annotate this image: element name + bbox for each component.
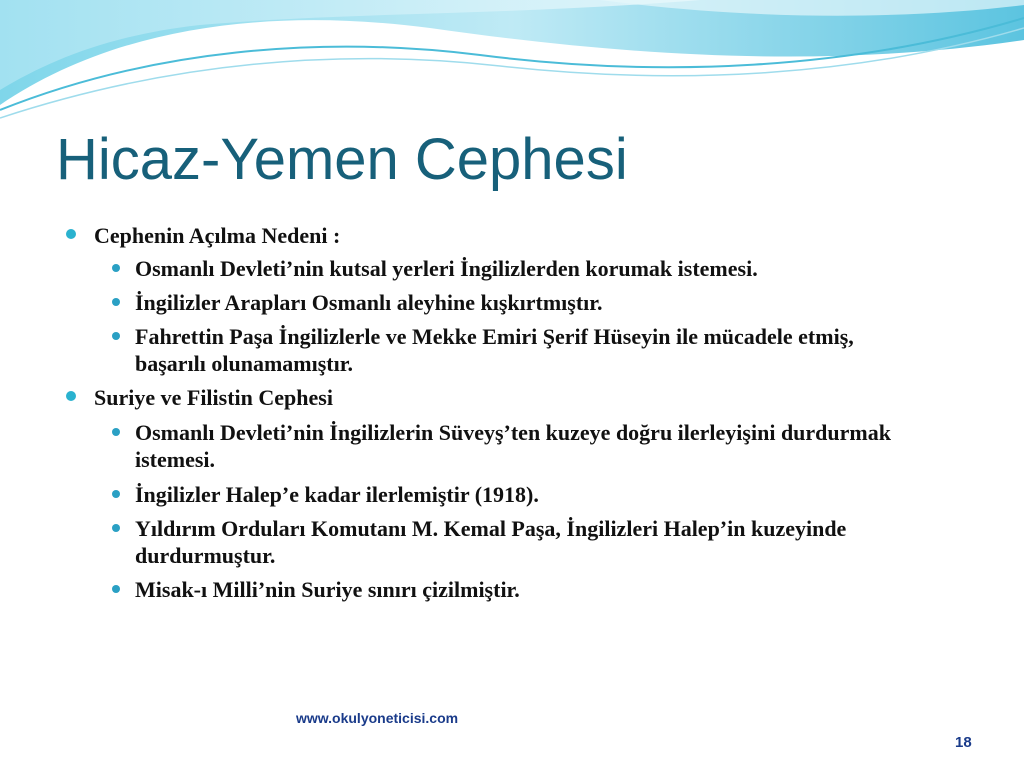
list-item: İngilizler Halep’e kadar ilerlemiştir (1918). xyxy=(135,482,539,507)
bullet-dot xyxy=(112,428,120,436)
footer-url: www.okulyoneticisi.com xyxy=(296,710,459,726)
section-heading: Suriye ve Filistin Cephesi xyxy=(94,385,333,410)
slide-title: Hicaz-Yemen Cephesi xyxy=(56,127,628,192)
list-item: Yıldırım Orduları Komutanı M. Kemal Paşa, İngilizleri Halep’in kuzeyinde durdurmuştur. xyxy=(135,516,847,568)
page-number: 18 xyxy=(955,734,972,751)
header-wave-decoration xyxy=(0,0,1024,140)
bullet-dot xyxy=(112,524,120,532)
bullet-dot xyxy=(112,298,120,306)
bullet-dot xyxy=(66,229,76,239)
list-item: Misak-ı Milli’nin Suriye sınırı çizilmiştir. xyxy=(135,577,520,602)
list-item: Fahrettin Paşa İngilizlerle ve Mekke Emiri Şerif Hüseyin ile mücadele etmiş, başarılı olunamamıştır. xyxy=(135,324,854,376)
bullet-dot xyxy=(66,391,76,401)
list-item: İngilizler Arapları Osmanlı aleyhine kışkırtmıştır. xyxy=(135,290,603,315)
bullet-dot xyxy=(112,264,120,272)
list-item: Osmanlı Devleti’nin kutsal yerleri İngilizlerden korumak istemesi. xyxy=(135,256,758,281)
bullet-dot xyxy=(112,490,120,498)
list-item: Osmanlı Devleti’nin İngilizlerin Süveyş’ten kuzeye doğru ilerleyişini durdurmak istemesi. xyxy=(135,420,891,472)
bullet-dot xyxy=(112,585,120,593)
section-heading: Cephenin Açılma Nedeni : xyxy=(94,223,341,248)
bullet-dot xyxy=(112,332,120,340)
